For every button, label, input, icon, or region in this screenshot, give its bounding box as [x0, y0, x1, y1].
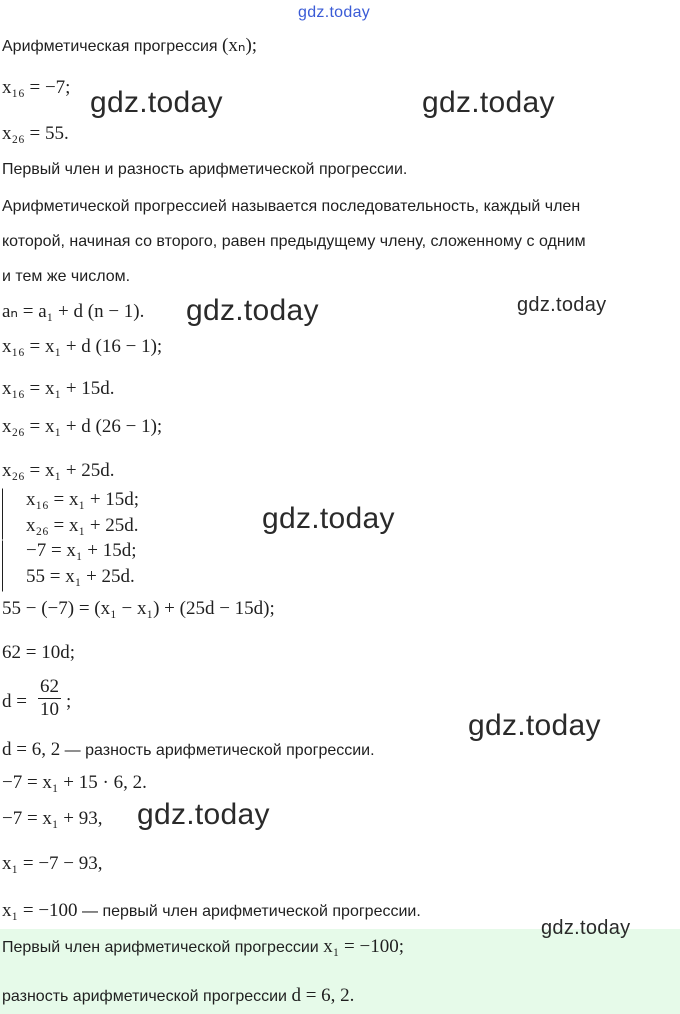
- answer-1-text: Первый член арифметической прогрессии: [2, 939, 319, 956]
- answer-1-math: x₁ = −100;: [323, 936, 405, 957]
- watermark: gdz.today: [468, 709, 601, 742]
- equation-7-text: — разность арифметической прогрессии.: [64, 742, 375, 759]
- watermark: gdz.today: [137, 798, 270, 831]
- equation-8: −7 = x₁ + 15 · 6, 2.: [2, 772, 147, 793]
- equation-9: −7 = x₁ + 93,: [2, 808, 103, 829]
- fraction-end: ;: [66, 691, 72, 712]
- equation-11: [2, 901, 421, 922]
- equation-10: x₁ = −7 − 93,: [2, 853, 103, 874]
- equation-2: x₁₆ = x₁ + 15d.: [2, 378, 115, 399]
- watermark: gdz.today: [186, 294, 319, 327]
- answer-line-2: [2, 986, 354, 1007]
- system-2-line-2: 55 = x₁ + 25d.: [26, 566, 135, 587]
- system-brace: [2, 488, 13, 540]
- equation-6: 62 = 10d;: [2, 642, 75, 663]
- definition-line-1: Арифметической прогрессией называется последовательность, каждый член: [2, 198, 581, 215]
- watermark: gdz.today: [298, 4, 371, 21]
- header-text: Арифметическая прогрессия: [2, 38, 218, 55]
- equation-11-text: — первый член арифметической прогрессии.: [82, 903, 421, 920]
- fraction-numerator: 62: [40, 676, 59, 697]
- header-line: [2, 36, 257, 57]
- formula-general: aₙ = a₁ + d (n − 1).: [2, 301, 145, 322]
- equation-5: 55 − (−7) = (x₁ − x₁) + (25d − 15d);: [2, 598, 275, 619]
- definition-line-3: и тем же числом.: [2, 268, 131, 285]
- watermark: gdz.today: [422, 86, 555, 119]
- watermark: gdz.today: [90, 86, 223, 119]
- equation-7: [2, 740, 375, 761]
- header-math: (xₙ);: [222, 35, 258, 56]
- system-2-line-1: −7 = x₁ + 15d;: [26, 540, 137, 561]
- equation-1: x₁₆ = x₁ + d (16 − 1);: [2, 336, 163, 357]
- watermark: gdz.today: [262, 502, 395, 535]
- equation-3: x₂₆ = x₁ + d (26 − 1);: [2, 416, 163, 437]
- system-1-line-1: x₁₆ = x₁ + 15d;: [26, 489, 140, 510]
- watermark: gdz.today: [517, 294, 607, 316]
- fraction-lhs: d =: [2, 691, 27, 712]
- system-brace: [2, 540, 13, 592]
- system-1-line-2: x₂₆ = x₁ + 25d.: [26, 515, 139, 536]
- fraction: [38, 676, 61, 721]
- watermark: gdz.today: [541, 917, 631, 939]
- equation-4: x₂₆ = x₁ + 25d.: [2, 460, 115, 481]
- equation-7-math: d = 6, 2: [2, 739, 61, 760]
- answer-line-1: [2, 937, 404, 958]
- definition-line-2: которой, начиная со второго, равен предыдущему члену, сложенному с одним: [2, 233, 586, 250]
- answer-2-math: d = 6, 2.: [291, 985, 355, 1006]
- fraction-denominator: 10: [40, 699, 59, 720]
- answer-2-text: разность арифметической прогрессии: [2, 988, 287, 1005]
- given-2: x₂₆ = 55.: [2, 123, 69, 144]
- equation-11-math: x₁ = −100: [2, 900, 78, 921]
- find-text: Первый член и разность арифметической прогрессии.: [2, 161, 408, 178]
- given-1: x₁₆ = −7;: [2, 77, 71, 98]
